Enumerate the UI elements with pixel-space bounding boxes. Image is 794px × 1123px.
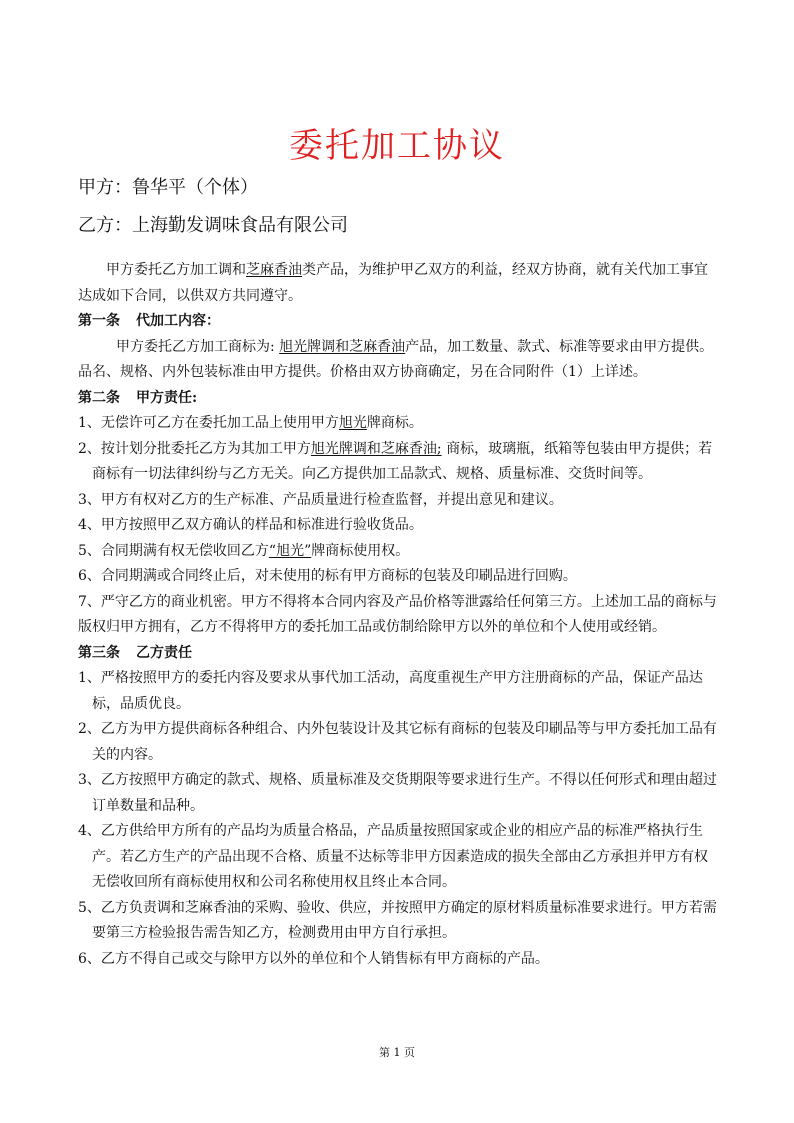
a2-item2-underline: 旭光牌调和芝麻香油; bbox=[310, 440, 442, 457]
a2-item2-text-1: 2、按计划分批委托乙方为其加工甲方 bbox=[78, 440, 311, 457]
article-2-item-2 bbox=[78, 437, 718, 488]
intro-paragraph bbox=[78, 258, 718, 309]
article-3-item-1: 1、严格按照甲方的委托内容及要求从事代加工活动，高度重视生产甲方注册商标的产品，保证产品达标，品质优良。 bbox=[78, 670, 703, 712]
article-2-item-6: 6、合同期满或合同终止后，对未使用的标有甲方商标的包装及印刷品进行回购。 bbox=[78, 568, 577, 584]
article-1-heading bbox=[78, 309, 718, 335]
article-3-item-2: 2、乙方为甲方提供商标各种组合、内外包装设计及其它标有商标的包装及印刷品等与甲方委托加工品有关的内容。 bbox=[78, 721, 717, 763]
article-1-underline: 旭光牌调和芝麻香油 bbox=[279, 338, 406, 355]
intro-text-1: 甲方委托乙方加工调和 bbox=[106, 262, 246, 278]
document-body bbox=[78, 258, 718, 972]
document-title: 委托加工协议 bbox=[289, 126, 505, 166]
page-number: 第 1 页 bbox=[379, 1046, 415, 1059]
article-2-item-1 bbox=[78, 411, 718, 437]
intro-text-2: 类产品，为维护甲乙双方的利益，经双方协商，就有关代加工事宜达成如下合同，以供双方共同遵守。 bbox=[78, 262, 708, 304]
a2-item5-text-2: 牌商标使用权。 bbox=[311, 542, 410, 559]
article-2-item-4: 4、甲方按照甲乙双方确认的样品和标准进行验收货品。 bbox=[78, 517, 423, 533]
a2-item1-text-1: 1、无偿许可乙方在委托加工品上使用甲方 bbox=[78, 415, 339, 431]
article-2-heading bbox=[78, 386, 718, 412]
article-2-number: 第二条 bbox=[78, 389, 120, 406]
article-3-heading bbox=[78, 641, 718, 667]
a2-item1-text-2: 牌商标。 bbox=[366, 415, 423, 431]
article-1-number: 第一条 bbox=[78, 313, 120, 329]
a2-item1-underline: 旭光 bbox=[338, 415, 367, 431]
article-1-text-2: 产品，加工数量、款式、标准等要求由甲方提供。品名、规格、内外包装标准由甲方提供。价格由双方协商确定，另在合同附件（1）上详述。 bbox=[78, 338, 714, 380]
intro-underline: 芝麻香油 bbox=[246, 262, 302, 278]
article-2-item-3: 3、甲方有权对乙方的生产标准、产品质量进行检查监督，并提出意见和建议。 bbox=[78, 491, 563, 508]
article-3-item-6: 6、乙方不得自己或交与除甲方以外的单位和个人销售标有甲方商标的产品。 bbox=[78, 950, 549, 967]
article-2-title: 甲方责任: bbox=[136, 389, 198, 406]
article-3-number: 第三条 bbox=[78, 644, 120, 661]
a2-item5-text-1: 5、合同期满有权无偿收回乙方 bbox=[78, 542, 269, 559]
a2-item2-text-2: 商标，玻璃瓶，纸箱等包装由甲方提供；若商标有一切法律纠纷与乙方无关。向乙方提供加工品款式、规格、质量标准、交货时间等。 bbox=[92, 440, 713, 482]
article-1-title: 代加工内容： bbox=[136, 313, 220, 329]
a2-item5-underline: “旭光” bbox=[268, 542, 312, 559]
article-2-item-5 bbox=[78, 539, 718, 565]
article-3-item-4: 4、乙方供给甲方所有的产品均为质量合格品，产品质量按照国家或企业的相应产品的标准严格执行生产。若乙方生产的产品出现不合格、质量不达标等非甲方因素造成的损失全部由乙方承担并甲方有权无偿收回所有商标使用权和公司名称使用权且终止本合同。 bbox=[78, 823, 708, 890]
party-b: 乙方：上海勤发调味食品有限公司 bbox=[78, 215, 348, 236]
article-3-item-5: 5、乙方负责调和芝麻香油的采购、验收、供应，并按照甲方确定的原材料质量标准要求进行。甲方若需要第三方检验报告需告知乙方，检测费用由甲方自行承担。 bbox=[78, 899, 717, 941]
article-1-paragraph bbox=[78, 335, 718, 386]
article-1-text-1: 甲方委托乙方加工商标为: bbox=[116, 338, 280, 355]
article-3-item-3: 3、乙方按照甲方确定的款式、规格、质量标准及交货期限等要求进行生产。不得以任何形式和理由超过订单数量和品种。 bbox=[78, 772, 717, 814]
party-a: 甲方：鲁华平（个体） bbox=[78, 177, 258, 198]
article-2-item-7: 7、严守乙方的商业机密。甲方不得将本合同内容及产品价格等泄露给任何第三方。上述加工品的商标与版权归甲方拥有，乙方不得将甲方的委托加工品或仿制给除甲方以外的单位和个人使用或经销。 bbox=[78, 593, 717, 635]
article-3-title: 乙方责任 bbox=[136, 644, 192, 661]
